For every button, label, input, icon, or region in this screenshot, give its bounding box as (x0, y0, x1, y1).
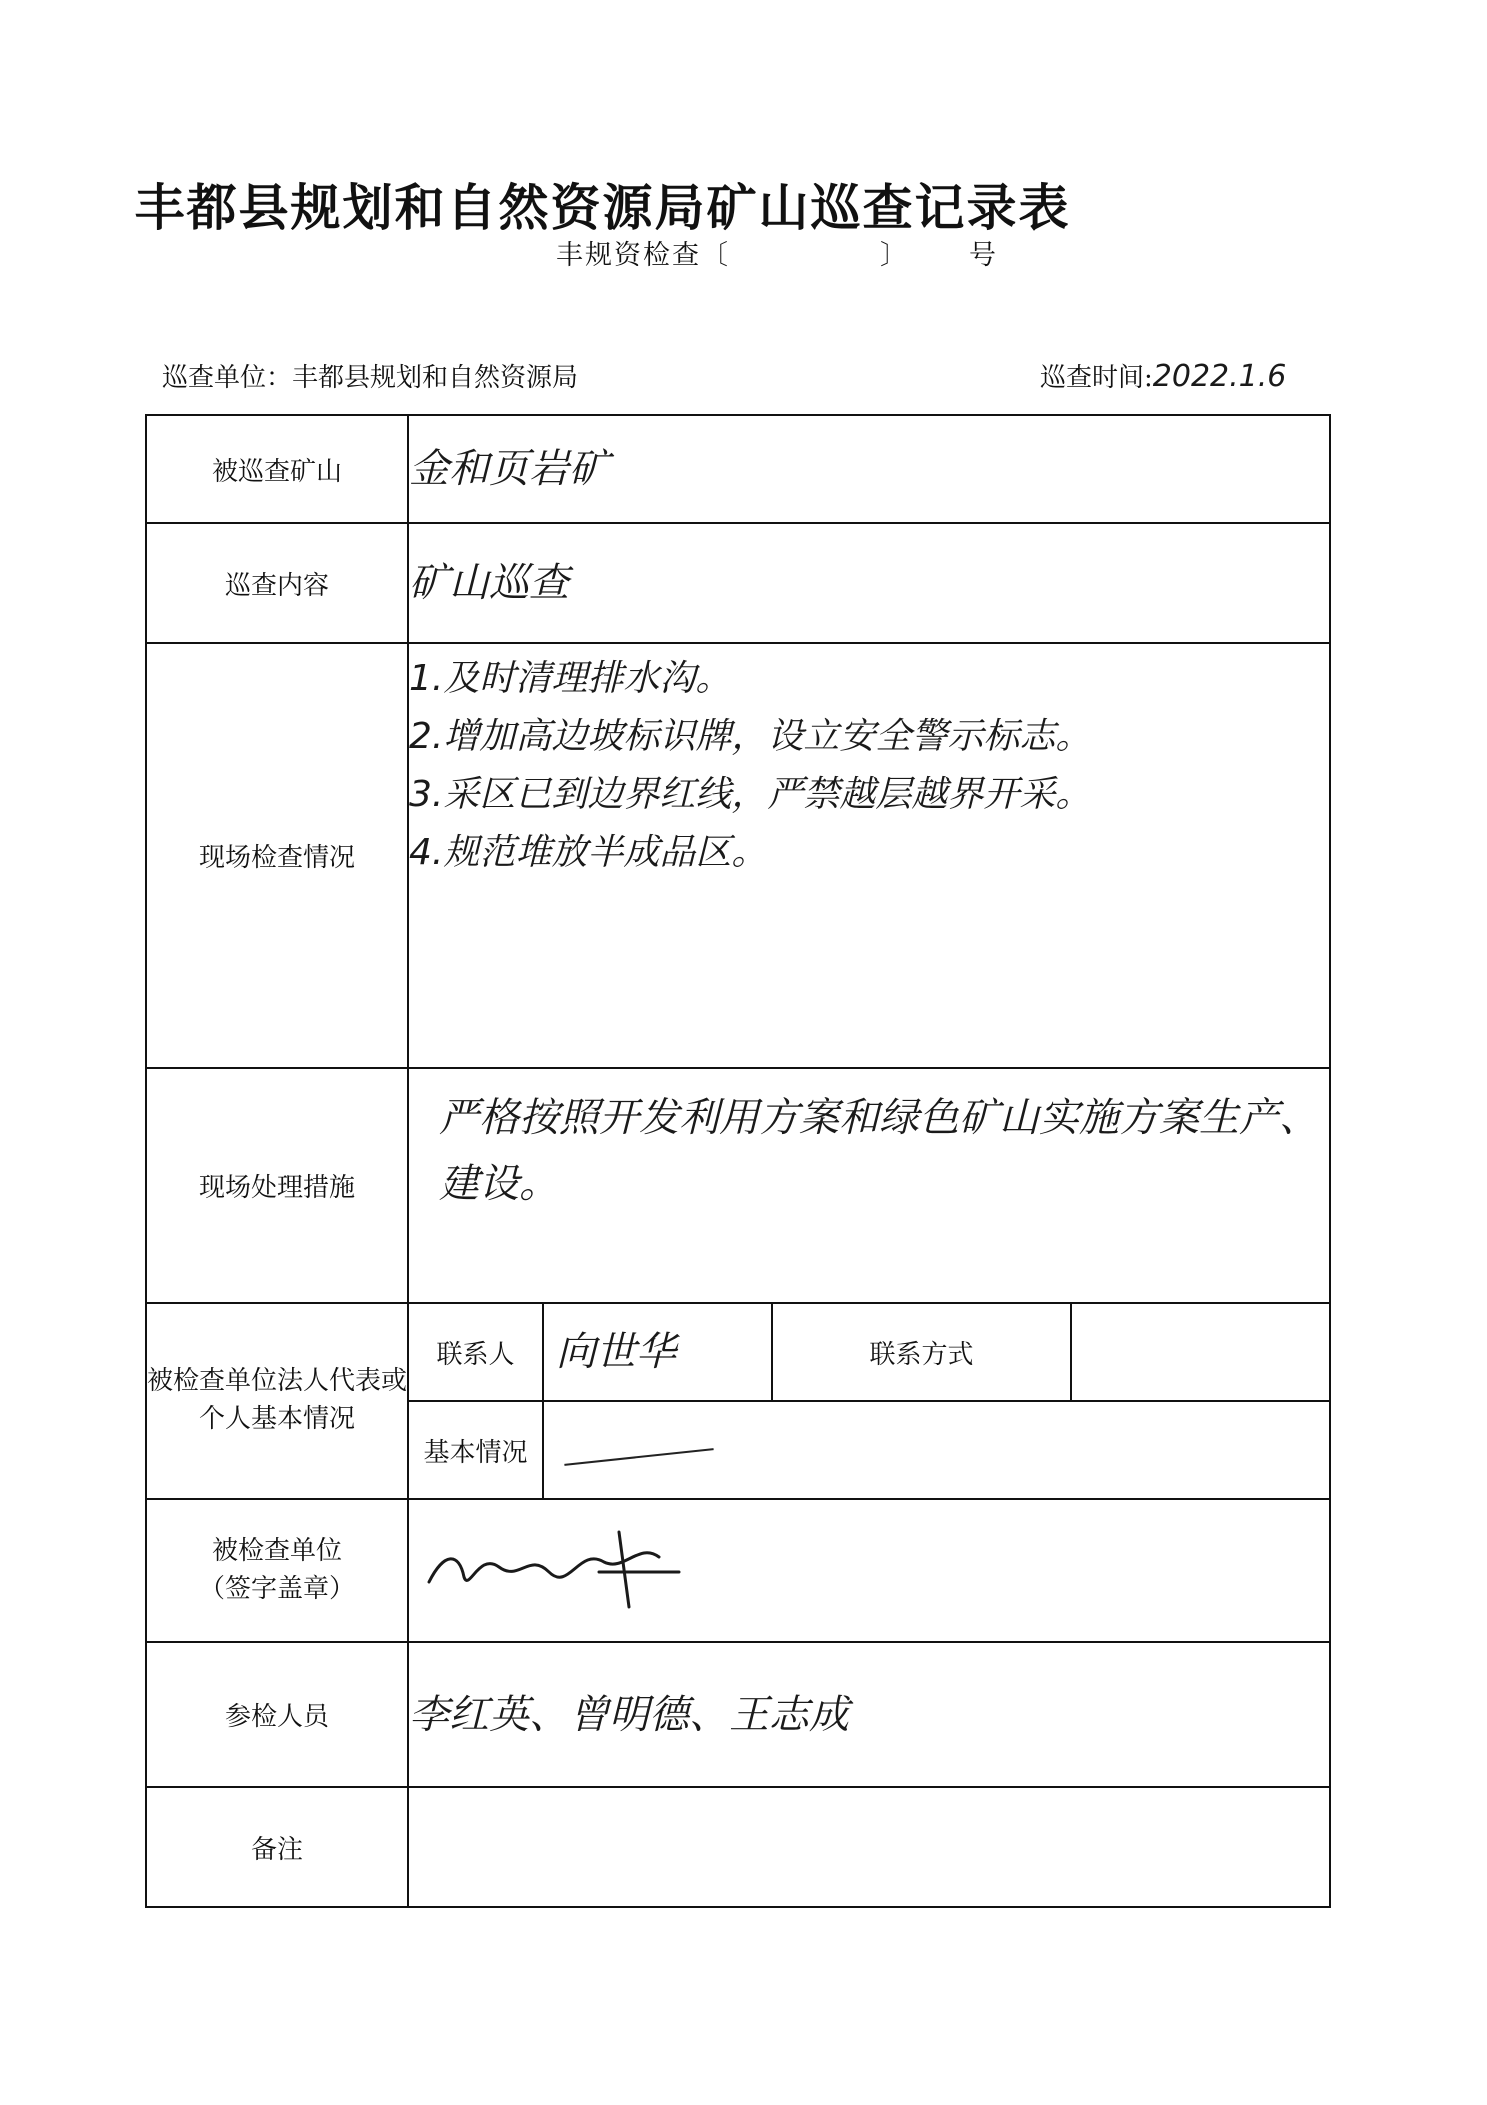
content-label: 巡查内容 (146, 523, 408, 643)
contact-label: 联系人 (409, 1304, 543, 1401)
record-table (145, 414, 1331, 1908)
signature-label (146, 1499, 408, 1642)
doc-bracket-close: 〕 (880, 240, 909, 271)
doc-suffix: 号 (969, 240, 998, 271)
time-label: 巡查时间: (1040, 363, 1153, 393)
contact-value-cell (543, 1304, 772, 1401)
row-remarks (146, 1787, 1330, 1907)
row-signature (146, 1499, 1330, 1642)
basic-row (409, 1401, 1329, 1498)
page-title: 丰都县规划和自然资源局矿山巡查记录表 (134, 178, 1071, 237)
basic-value-cell (543, 1401, 1329, 1498)
participants-cell (408, 1642, 1330, 1787)
inspection-item: 1.及时清理排水沟。 (409, 658, 732, 699)
row-inspection (146, 643, 1330, 1068)
participants-label: 参检人员 (146, 1642, 408, 1787)
mine-value: 金和页岩矿 (409, 446, 609, 492)
signature-cell (408, 1499, 1330, 1642)
row-content (146, 523, 1330, 643)
row-representative (146, 1303, 1330, 1499)
contact-row (409, 1304, 1329, 1401)
representative-cell (408, 1303, 1330, 1499)
inspection-value-cell (408, 643, 1330, 1068)
content-value: 矿山巡查 (409, 560, 569, 606)
inspection-list (409, 650, 1329, 882)
phone-value (1071, 1304, 1329, 1401)
signature-label-line2: （签字盖章） (198, 1573, 355, 1604)
basic-label: 基本情况 (409, 1401, 543, 1498)
basic-dash (564, 1448, 713, 1466)
inspection-time (1040, 357, 1286, 394)
row-participants (146, 1642, 1330, 1787)
content-value-cell (408, 523, 1330, 643)
inspection-item: 2.增加高边坡标识牌，设立安全警示标志。 (409, 716, 1092, 757)
measures-value-cell (408, 1068, 1330, 1303)
doc-prefix: 丰规资检查〔 (556, 240, 730, 271)
remarks-value (408, 1787, 1330, 1907)
measures-value: 严格按照开发利用方案和绿色矿山实施方案生产、建设。 (439, 1095, 1319, 1207)
mine-value-cell (408, 415, 1330, 523)
document-number (556, 233, 998, 272)
time-value: 2022.1.6 (1152, 359, 1287, 394)
inspection-unit: 巡查单位：丰都县规划和自然资源局 (162, 363, 579, 393)
representative-label: 被检查单位法人代表或个人基本情况 (146, 1303, 408, 1499)
measures-label: 现场处理措施 (146, 1068, 408, 1303)
inspection-item: 3.采区已到边界红线，严禁越层越界开采。 (409, 774, 1092, 815)
remarks-label: 备注 (146, 1787, 408, 1907)
row-mine (146, 415, 1330, 523)
representative-subtable (409, 1304, 1329, 1498)
signature-scribble (409, 1512, 709, 1622)
inspection-item: 4.规范堆放半成品区。 (409, 832, 768, 873)
signature-label-line1: 被检查单位 (211, 1535, 342, 1566)
phone-label: 联系方式 (772, 1304, 1071, 1401)
participants-value: 李红英、曾明德、王志成 (409, 1691, 849, 1738)
row-measures (146, 1068, 1330, 1303)
contact-value: 向世华 (556, 1329, 676, 1375)
mine-label: 被巡查矿山 (146, 415, 408, 523)
inspection-label: 现场检查情况 (146, 643, 408, 1068)
